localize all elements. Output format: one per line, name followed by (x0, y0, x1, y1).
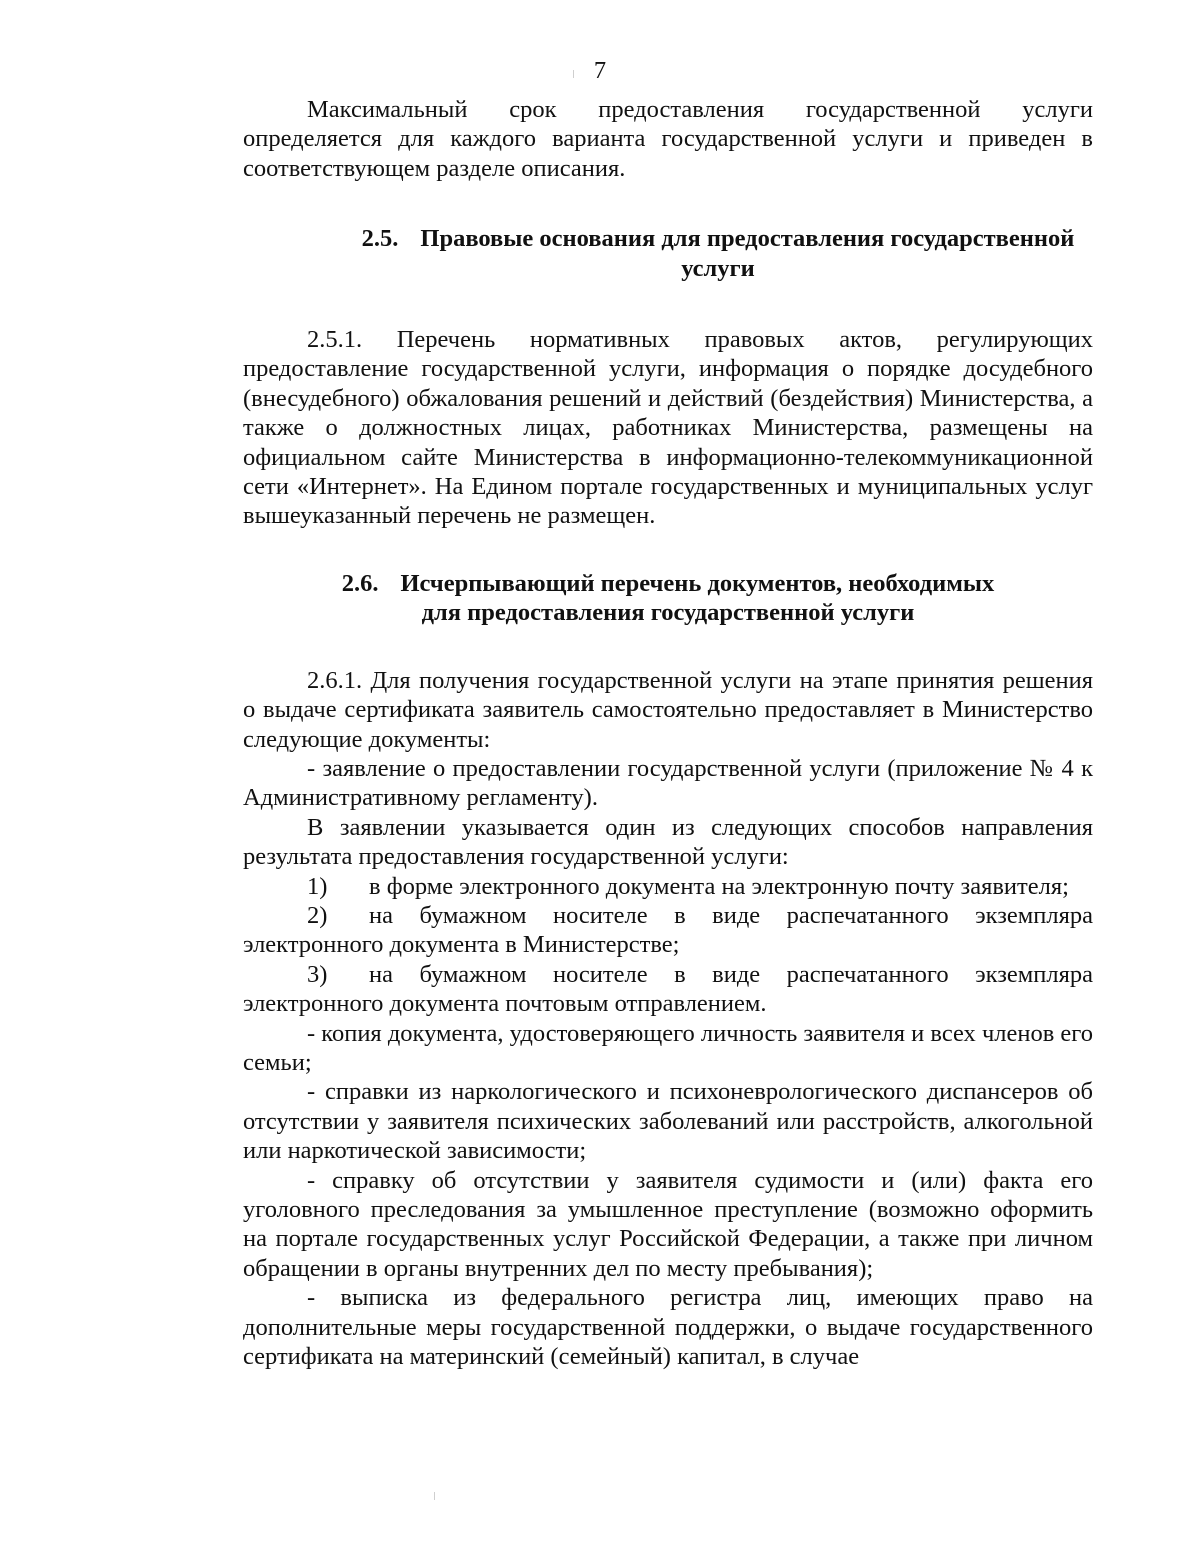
scan-artifact-mark (573, 70, 574, 78)
list-item-criminal: - справку об отсутствии у заявителя судимости и (или) факта его уголовного преследования за умышленное преступление (возможно оформить на портале государственных услуг Российской Федерации, а также при личном обращении в органы внутренних дел по месту пребывания); (243, 1166, 1093, 1282)
list-item-application: - заявление о предоставлении государственной услуги (приложение № 4 к Административному регламенту). (243, 754, 1093, 812)
paragraph-2-6-1: 2.6.1. Для получения государственной услуги на этапе принятия решения о выдаче сертификата заявитель самостоятельно предоставляет в Министерство следующие документы: (243, 666, 1093, 753)
document-body (243, 95, 1093, 1371)
section-title-2-6-part1: Исчерпывающий перечень документов, необходимых (400, 569, 995, 597)
method-number: 1) (307, 872, 328, 900)
method-number: 3) (307, 960, 328, 988)
intro-paragraph: Максимальный срок предоставления государственной услуги определяется для каждого варианта государственной услуги и приведен в соответствующем разделе описания. (243, 96, 1093, 182)
section-number-2-5: 2.5. (361, 225, 399, 253)
list-item-register: - выписка из федерального регистра лиц, имеющих право на дополнительные меры государственной поддержки, о выдаче государственного сертификата на материнский (семейный) капитал, в случае (243, 1284, 1093, 1371)
list-item-medical: - справки из наркологического и психоневрологического диспансеров об отсутствии у заявителя психических заболеваний или расстройств, алкогольной или наркотической зависимости; (243, 1078, 1093, 1165)
method-item-3 (243, 960, 1093, 1019)
method-text: на бумажном носителе в виде распечатанного экземпляра электронного документа в Министерстве; (243, 901, 1093, 959)
section-heading-2-5-line2: услуги (681, 254, 755, 282)
section-heading-2-6-line2: для предоставления государственной услуги (421, 599, 915, 627)
page-number: 7 (593, 57, 607, 84)
method-item-1 (243, 872, 1093, 901)
paragraph-2-5-1: 2.5.1. Перечень нормативных правовых актов, регулирующих предоставление государственной услуги, информация о порядке досудебного (внесудебного) обжалования решений и действий (бездействия) Министерства, а также о должностных лицах, работниках Министерства, размещены на официальном сайте Министерства в информационно-телекоммуникационной сети «Интернет». На Едином портале государственных и муниципальных услуг вышеуказанный перечень не размещен. (243, 326, 1093, 530)
method-text: на бумажном носителе в виде распечатанного экземпляра электронного документа почтовым отправлением. (243, 960, 1093, 1018)
section-heading-2-5-line1 (343, 224, 1093, 253)
section-heading-2-5 (243, 224, 1093, 283)
method-text: в форме электронного документа на электронную почту заявителя; (369, 872, 1069, 900)
section-heading-2-6 (243, 569, 1093, 628)
method-number: 2) (307, 901, 328, 929)
list-item-identity: - копия документа, удостоверяющего личность заявителя и всех членов его семьи; (243, 1019, 1093, 1076)
section-number-2-6: 2.6. (341, 569, 379, 597)
methods-intro: В заявлении указывается один из следующих способов направления результата предоставления государственной услуги: (243, 813, 1093, 871)
section-title-2-5-part1: Правовые основания для предоставления государственной (420, 225, 1075, 253)
method-item-2 (243, 901, 1093, 960)
scan-artifact-mark (434, 1492, 435, 1500)
section-heading-2-6-line1 (243, 569, 1093, 598)
